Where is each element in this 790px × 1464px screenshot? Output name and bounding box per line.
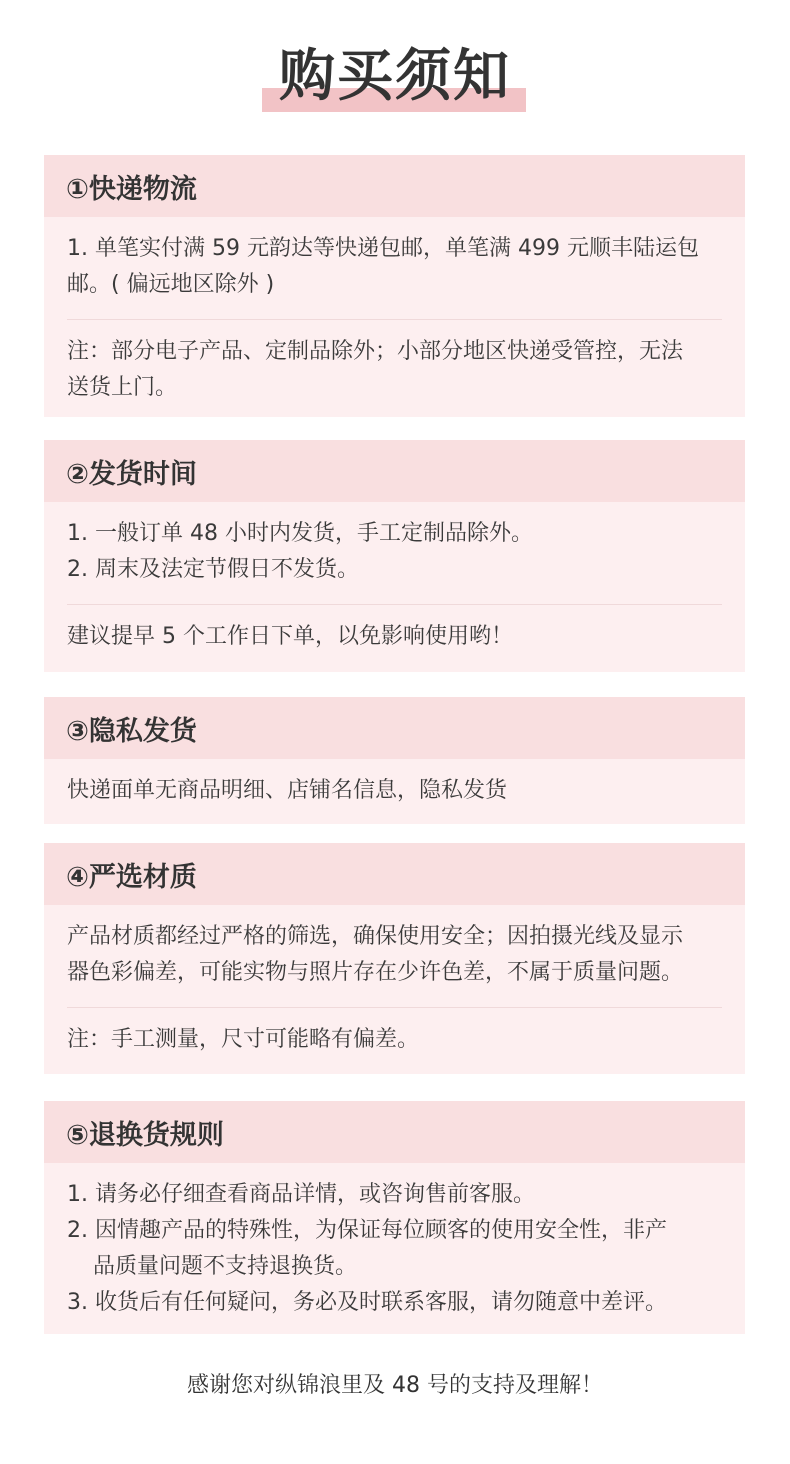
body-line: 1. 请务必仔细查看商品详情，或咨询售前客服。 xyxy=(67,1182,535,1207)
section-heading: ⑤退换货规则 xyxy=(44,1101,745,1163)
body-line: 品质量问题不支持退换货。 xyxy=(93,1254,358,1279)
note-line: 送货上门。 xyxy=(67,375,178,400)
body-line: 邮。( 偏远地区除外 ) xyxy=(67,272,275,297)
body-line: 2. 周末及法定节假日不发货。 xyxy=(67,557,359,582)
section-heading: ①快递物流 xyxy=(44,155,745,217)
section-heading: ③隐私发货 xyxy=(44,697,745,759)
divider xyxy=(67,319,722,320)
section-body xyxy=(44,217,745,406)
section-body xyxy=(44,759,745,809)
note-line: 注：手工测量，尺寸可能略有偏差。 xyxy=(67,1027,420,1052)
footer-thanks: 感谢您对纵锦浪里及 48 号的支持及理解！ xyxy=(187,1373,603,1398)
body-line: 1. 单笔实付满 59 元韵达等快递包邮，单笔满 499 元顺丰陆运包 xyxy=(67,236,699,261)
section-delivery-time xyxy=(44,440,745,672)
page-title-block xyxy=(0,40,790,120)
section-return-policy xyxy=(44,1101,745,1334)
section-body xyxy=(44,905,745,1058)
body-line: 产品材质都经过严格的筛选，确保使用安全；因拍摄光线及显示 xyxy=(67,924,684,949)
section-body xyxy=(44,502,745,655)
divider xyxy=(67,604,722,605)
section-heading: ④严选材质 xyxy=(44,843,745,905)
body-line: 1. 一般订单 48 小时内发货，手工定制品除外。 xyxy=(67,521,533,546)
note-line: 注：部分电子产品、定制品除外；小部分地区快递受管控，无法 xyxy=(67,339,684,364)
page-title: 购买须知 xyxy=(279,44,511,109)
body-line: 2. 因情趣产品的特殊性，为保证每位顾客的使用安全性，非产 xyxy=(67,1218,667,1243)
section-heading: ②发货时间 xyxy=(44,440,745,502)
body-line: 3. 收货后有任何疑问，务必及时联系客服，请勿随意中差评。 xyxy=(67,1290,667,1315)
section-privacy xyxy=(44,697,745,824)
divider xyxy=(67,1007,722,1008)
body-line: 快递面单无商品明细、店铺名信息，隐私发货 xyxy=(67,778,508,803)
body-line: 器色彩偏差，可能实物与照片存在少许色差，不属于质量问题。 xyxy=(67,960,684,985)
section-body xyxy=(44,1163,745,1321)
section-shipping xyxy=(44,155,745,417)
section-material xyxy=(44,843,745,1074)
note-line: 建议提早 5 个工作日下单，以免影响使用哟！ xyxy=(67,624,513,649)
